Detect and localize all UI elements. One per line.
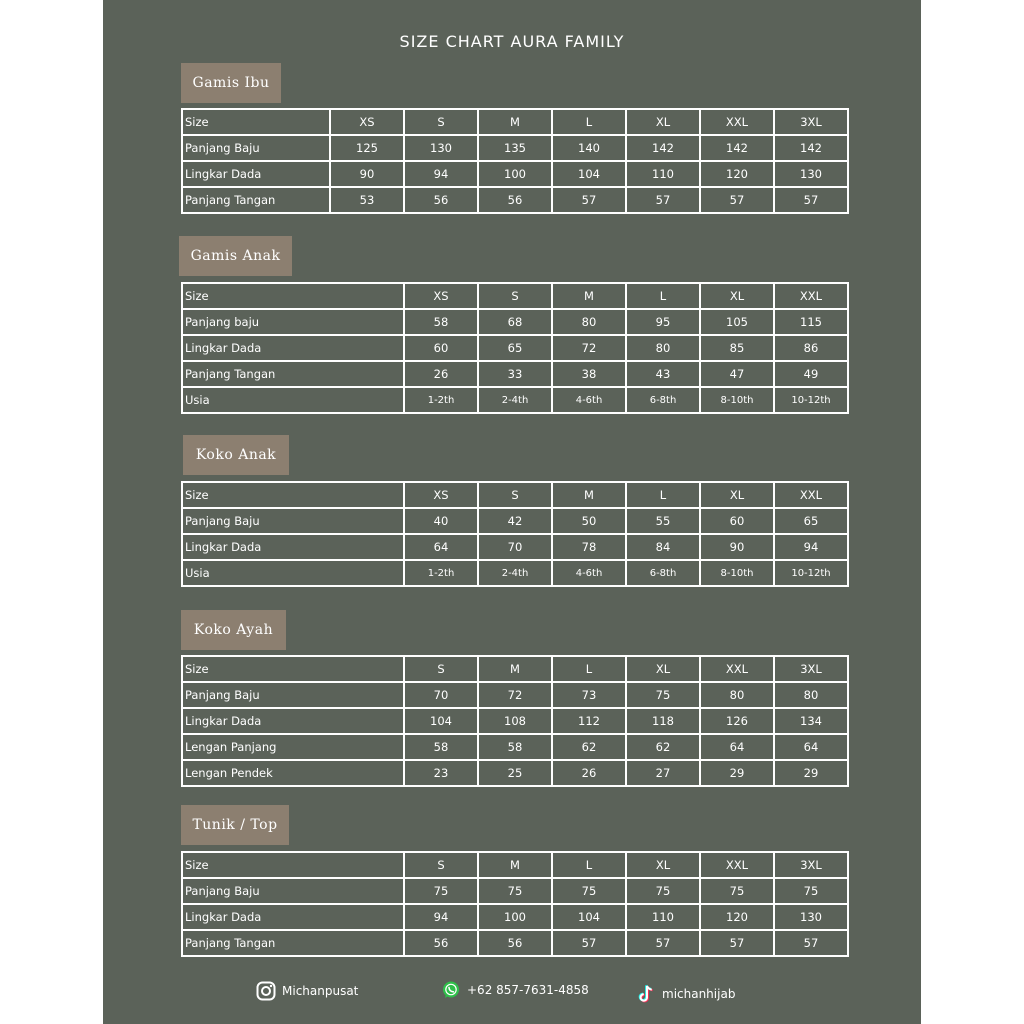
measurement-cell: 50: [552, 508, 626, 534]
table-row: [182, 361, 848, 387]
footer-instagram[interactable]: [256, 981, 358, 1001]
measurement-cell: 62: [552, 734, 626, 760]
measurement-cell: 80: [774, 682, 848, 708]
measurement-cell: 94: [404, 904, 478, 930]
table-row: [182, 708, 848, 734]
measurement-cell: 40: [404, 508, 478, 534]
measurement-cell: 140: [552, 135, 626, 161]
instagram-icon: [256, 981, 276, 1001]
measurement-cell: 112: [552, 708, 626, 734]
measurement-cell: 142: [700, 135, 774, 161]
size-header-cell: S: [478, 482, 552, 508]
size-header-cell: XXL: [700, 656, 774, 682]
measurement-cell: 108: [478, 708, 552, 734]
row-label-cell: Panjang Tangan: [182, 930, 404, 956]
measurement-cell: 90: [700, 534, 774, 560]
measurement-cell: 29: [774, 760, 848, 786]
tiktok-icon: [638, 984, 656, 1004]
table-row: [182, 734, 848, 760]
measurement-cell: 47: [700, 361, 774, 387]
measurement-cell: 53: [330, 187, 404, 213]
table-row: [182, 682, 848, 708]
measurement-cell: 65: [774, 508, 848, 534]
measurement-cell: 57: [626, 187, 700, 213]
size-table-koko-ayah: [181, 655, 849, 787]
size-header-cell: 3XL: [774, 852, 848, 878]
size-header-cell: 3XL: [774, 109, 848, 135]
measurement-cell: 56: [404, 930, 478, 956]
page-title: SIZE CHART AURA FAMILY: [399, 32, 625, 51]
measurement-cell: 134: [774, 708, 848, 734]
measurement-cell: 57: [774, 930, 848, 956]
table-header-row: [182, 283, 848, 309]
measurement-cell: 4-6th: [552, 560, 626, 586]
measurement-cell: 75: [626, 682, 700, 708]
measurement-cell: 94: [404, 161, 478, 187]
size-header-cell: S: [478, 283, 552, 309]
measurement-cell: 58: [478, 734, 552, 760]
table-row: [182, 387, 848, 413]
measurement-cell: 78: [552, 534, 626, 560]
footer-tiktok[interactable]: [638, 984, 735, 1004]
section-tag-tunik-top: Tunik / Top: [181, 805, 289, 845]
row-label-cell: Lengan Pendek: [182, 760, 404, 786]
measurement-cell: 104: [552, 161, 626, 187]
measurement-cell: 72: [552, 335, 626, 361]
size-header-cell: L: [552, 656, 626, 682]
measurement-cell: 104: [552, 904, 626, 930]
size-header-cell: XXL: [700, 852, 774, 878]
measurement-cell: 65: [478, 335, 552, 361]
measurement-cell: 120: [700, 904, 774, 930]
measurement-cell: 125: [330, 135, 404, 161]
measurement-cell: 64: [774, 734, 848, 760]
size-header-cell: M: [478, 852, 552, 878]
measurement-cell: 56: [478, 187, 552, 213]
size-header-cell: XL: [626, 109, 700, 135]
table-row: [182, 187, 848, 213]
measurement-cell: 57: [700, 187, 774, 213]
table-row: [182, 135, 848, 161]
size-table-koko-anak: [181, 481, 849, 587]
size-header-cell: M: [478, 109, 552, 135]
size-table-gamis-ibu: [181, 108, 849, 214]
measurement-cell: 95: [626, 309, 700, 335]
measurement-cell: 70: [404, 682, 478, 708]
measurement-cell: 27: [626, 760, 700, 786]
row-label-cell: Size: [182, 482, 404, 508]
measurement-cell: 142: [774, 135, 848, 161]
measurement-cell: 57: [700, 930, 774, 956]
row-label-cell: Usia: [182, 387, 404, 413]
measurement-cell: 58: [404, 309, 478, 335]
row-label-cell: Lingkar Dada: [182, 534, 404, 560]
measurement-cell: 70: [478, 534, 552, 560]
row-label-cell: Lingkar Dada: [182, 335, 404, 361]
measurement-cell: 80: [552, 309, 626, 335]
measurement-cell: 85: [700, 335, 774, 361]
measurement-cell: 80: [700, 682, 774, 708]
measurement-cell: 6-8th: [626, 560, 700, 586]
measurement-cell: 110: [626, 904, 700, 930]
measurement-cell: 84: [626, 534, 700, 560]
table-row: [182, 335, 848, 361]
measurement-cell: 57: [552, 187, 626, 213]
measurement-cell: 33: [478, 361, 552, 387]
size-header-cell: XL: [700, 283, 774, 309]
measurement-cell: 130: [774, 161, 848, 187]
table-header-row: [182, 109, 848, 135]
measurement-cell: 105: [700, 309, 774, 335]
whatsapp-number: +62 857-7631-4858: [467, 983, 589, 997]
table-row: [182, 508, 848, 534]
measurement-cell: 38: [552, 361, 626, 387]
measurement-cell: 25: [478, 760, 552, 786]
measurement-cell: 120: [700, 161, 774, 187]
row-label-cell: Lingkar Dada: [182, 904, 404, 930]
size-header-cell: XL: [626, 852, 700, 878]
measurement-cell: 8-10th: [700, 387, 774, 413]
size-table-tunik-top: [181, 851, 849, 957]
row-label-cell: Panjang Tangan: [182, 361, 404, 387]
measurement-cell: 68: [478, 309, 552, 335]
measurement-cell: 56: [404, 187, 478, 213]
measurement-cell: 6-8th: [626, 387, 700, 413]
measurement-cell: 64: [404, 534, 478, 560]
row-label-cell: Panjang baju: [182, 309, 404, 335]
measurement-cell: 73: [552, 682, 626, 708]
size-header-cell: L: [626, 482, 700, 508]
measurement-cell: 4-6th: [552, 387, 626, 413]
row-label-cell: Lingkar Dada: [182, 708, 404, 734]
measurement-cell: 55: [626, 508, 700, 534]
footer-whatsapp[interactable]: [441, 980, 589, 1000]
table-row: [182, 760, 848, 786]
measurement-cell: 94: [774, 534, 848, 560]
measurement-cell: 62: [626, 734, 700, 760]
row-label-cell: Size: [182, 283, 404, 309]
table-row: [182, 878, 848, 904]
row-label-cell: Panjang Baju: [182, 878, 404, 904]
row-label-cell: Panjang Tangan: [182, 187, 330, 213]
size-header-cell: XS: [404, 283, 478, 309]
measurement-cell: 110: [626, 161, 700, 187]
measurement-cell: 8-10th: [700, 560, 774, 586]
measurement-cell: 75: [404, 878, 478, 904]
whatsapp-icon: [441, 980, 461, 1000]
measurement-cell: 57: [552, 930, 626, 956]
measurement-cell: 75: [700, 878, 774, 904]
instagram-handle: Michanpusat: [282, 984, 359, 998]
measurement-cell: 72: [478, 682, 552, 708]
table-row: [182, 560, 848, 586]
measurement-cell: 43: [626, 361, 700, 387]
size-header-cell: L: [552, 109, 626, 135]
measurement-cell: 75: [478, 878, 552, 904]
measurement-cell: 10-12th: [774, 387, 848, 413]
measurement-cell: 58: [404, 734, 478, 760]
measurement-cell: 75: [552, 878, 626, 904]
size-header-cell: XXL: [774, 482, 848, 508]
row-label-cell: Usia: [182, 560, 404, 586]
measurement-cell: 26: [552, 760, 626, 786]
measurement-cell: 115: [774, 309, 848, 335]
measurement-cell: 135: [478, 135, 552, 161]
measurement-cell: 2-4th: [478, 560, 552, 586]
section-tag-gamis-ibu: Gamis Ibu: [181, 63, 281, 103]
table-row: [182, 161, 848, 187]
measurement-cell: 130: [774, 904, 848, 930]
measurement-cell: 100: [478, 161, 552, 187]
row-label-cell: Lingkar Dada: [182, 161, 330, 187]
measurement-cell: 1-2th: [404, 387, 478, 413]
measurement-cell: 60: [404, 335, 478, 361]
measurement-cell: 2-4th: [478, 387, 552, 413]
table-row: [182, 534, 848, 560]
row-label-cell: Panjang Baju: [182, 682, 404, 708]
size-header-cell: S: [404, 852, 478, 878]
section-tag-gamis-anak: Gamis Anak: [179, 236, 292, 276]
row-label-cell: Lengan Panjang: [182, 734, 404, 760]
size-header-cell: L: [552, 852, 626, 878]
size-table-gamis-anak: [181, 282, 849, 414]
table-header-row: [182, 852, 848, 878]
measurement-cell: 60: [700, 508, 774, 534]
measurement-cell: 57: [774, 187, 848, 213]
row-label-cell: Size: [182, 109, 330, 135]
measurement-cell: 56: [478, 930, 552, 956]
table-header-row: [182, 656, 848, 682]
row-label-cell: Panjang Baju: [182, 508, 404, 534]
size-header-cell: XXL: [700, 109, 774, 135]
measurement-cell: 64: [700, 734, 774, 760]
measurement-cell: 142: [626, 135, 700, 161]
measurement-cell: 80: [626, 335, 700, 361]
measurement-cell: 104: [404, 708, 478, 734]
measurement-cell: 100: [478, 904, 552, 930]
size-header-cell: XL: [700, 482, 774, 508]
row-label-cell: Size: [182, 852, 404, 878]
measurement-cell: 75: [626, 878, 700, 904]
size-header-cell: 3XL: [774, 656, 848, 682]
size-header-cell: M: [552, 283, 626, 309]
row-label-cell: Size: [182, 656, 404, 682]
table-header-row: [182, 482, 848, 508]
size-header-cell: XL: [626, 656, 700, 682]
row-label-cell: Panjang Baju: [182, 135, 330, 161]
table-row: [182, 904, 848, 930]
size-header-cell: M: [478, 656, 552, 682]
size-header-cell: XXL: [774, 283, 848, 309]
measurement-cell: 57: [626, 930, 700, 956]
measurement-cell: 86: [774, 335, 848, 361]
measurement-cell: 130: [404, 135, 478, 161]
size-header-cell: S: [404, 109, 478, 135]
section-tag-koko-anak: Koko Anak: [183, 435, 289, 475]
measurement-cell: 90: [330, 161, 404, 187]
measurement-cell: 49: [774, 361, 848, 387]
table-row: [182, 930, 848, 956]
tiktok-handle: michanhijab: [662, 987, 736, 1001]
measurement-cell: 26: [404, 361, 478, 387]
section-tag-koko-ayah: Koko Ayah: [181, 610, 286, 650]
size-header-cell: S: [404, 656, 478, 682]
measurement-cell: 42: [478, 508, 552, 534]
measurement-cell: 10-12th: [774, 560, 848, 586]
size-header-cell: M: [552, 482, 626, 508]
measurement-cell: 23: [404, 760, 478, 786]
table-row: [182, 309, 848, 335]
measurement-cell: 126: [700, 708, 774, 734]
size-header-cell: XS: [404, 482, 478, 508]
measurement-cell: 29: [700, 760, 774, 786]
measurement-cell: 1-2th: [404, 560, 478, 586]
size-header-cell: L: [626, 283, 700, 309]
measurement-cell: 118: [626, 708, 700, 734]
size-header-cell: XS: [330, 109, 404, 135]
measurement-cell: 75: [774, 878, 848, 904]
